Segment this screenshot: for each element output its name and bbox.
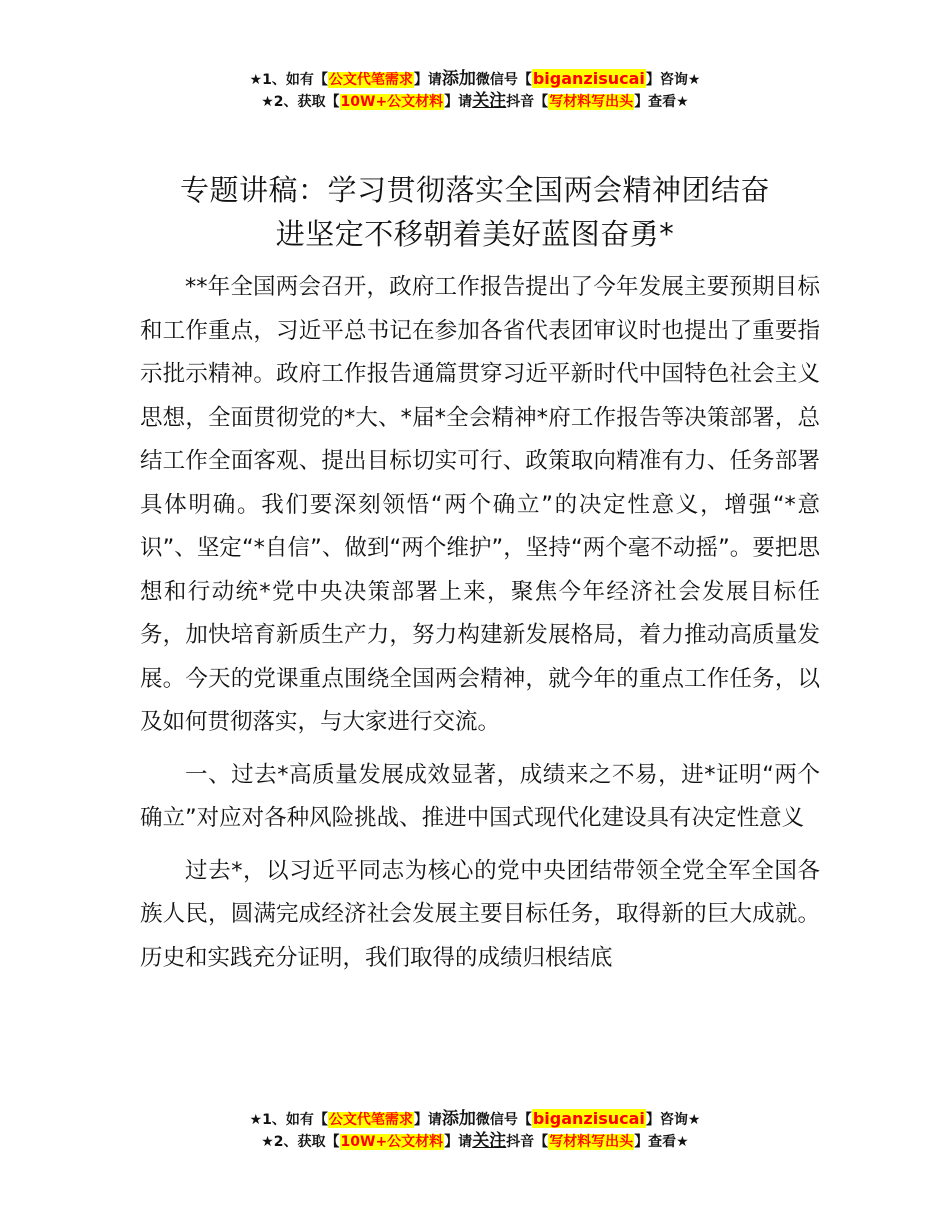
paragraph-intro: **年全国两会召开，政府工作报告提出了今年发展主要预期目标和工作重点，习近平总书记在参加各省代表团审议时也提出了重要指示批示精神。政府工作报告通篇贯穿习近平新时代中国特色社会主义思想，全面贯彻党的*大、*届*全会精神*府工作报告等决策部署，总结工作全面客观、提出目标切实可行、政策取向精准有力、任务部署具体明确。我们要深刻领悟“两个确立”的决定性意义，增强“*意识”、坚定“*自信”、做到“两个维护”，坚持“两个毫不动摇”。要把思想和行动统*党中央决策部署上来，聚焦今年经济社会发展目标任务，加快培育新质生产力，努力构建新发展格局，着力推动高质量发展。今天的党课重点围绕全国两会精神，就今年的重点工作任务，以及如何贯彻落实，与大家进行交流。 <box>140 274 820 735</box>
banner-text: 关注 <box>472 91 507 111</box>
banner-wechat-id: biganzisucai <box>532 1109 645 1128</box>
banner-text: 】查看★ <box>634 1134 689 1150</box>
banner-line-1 <box>0 68 950 90</box>
banner-text: 关注 <box>472 1131 507 1151</box>
banner-highlight: 写材料写出头 <box>549 1134 634 1150</box>
banner-text: 微信号【 <box>475 1112 532 1128</box>
banner-highlight: 写材料写出头 <box>549 94 634 110</box>
paragraph-section-heading: 一、过去*高质量发展成效显著，成绩来之不易，进*证明“两个确立”对应对各种风险挑战、推进中国式现代化建设具有决定性意义 <box>140 761 820 831</box>
title-line-2: 进坚定不移朝着美好蓝图奋勇* <box>275 217 675 251</box>
banner-text: ★2、获取【 <box>261 1134 340 1150</box>
banner-text: 添加 <box>441 69 476 89</box>
banner-text: ★1、如有【 <box>249 1112 328 1128</box>
banner-text: 】请 <box>413 1112 442 1128</box>
title-line-1: 专题讲稿：学习贯彻落实全国两会精神团结奋 <box>179 173 770 207</box>
banner-highlight: 公文代笔需求 <box>328 72 413 88</box>
banner-line-2 <box>0 90 950 112</box>
banner-highlight: 10W+公文材料 <box>340 1134 444 1150</box>
banner-line-1 <box>0 1108 950 1130</box>
banner-text: 添加 <box>441 1109 476 1129</box>
banner-text: ★2、获取【 <box>261 94 340 110</box>
document-body <box>140 266 820 980</box>
banner-wechat-id: biganzisucai <box>532 69 645 88</box>
banner-highlight: 公文代笔需求 <box>328 1112 413 1128</box>
banner-text: 抖音【 <box>506 94 549 110</box>
banner-line-2 <box>0 1130 950 1152</box>
document-title <box>0 168 950 256</box>
banner-text: 】请 <box>444 1134 473 1150</box>
banner-highlight: 10W+公文材料 <box>340 94 444 110</box>
banner-text: 微信号【 <box>475 72 532 88</box>
banner-text: ★1、如有【 <box>249 72 328 88</box>
banner-text: 】咨询★ <box>645 72 701 88</box>
banner-text: 】咨询★ <box>645 1112 701 1128</box>
banner-text: 】请 <box>413 72 442 88</box>
paragraph-body: 过去*，以习近平同志为核心的党中央团结带领全党全军全国各族人民，圆满完成经济社会发展主要目标任务，取得新的巨大成就。历史和实践充分证明，我们取得的成绩归根结底 <box>140 857 820 971</box>
header-banner <box>0 68 950 112</box>
banner-text: 】请 <box>444 94 473 110</box>
banner-text: 】查看★ <box>634 94 689 110</box>
footer-banner <box>0 1108 950 1152</box>
banner-text: 抖音【 <box>506 1134 549 1150</box>
